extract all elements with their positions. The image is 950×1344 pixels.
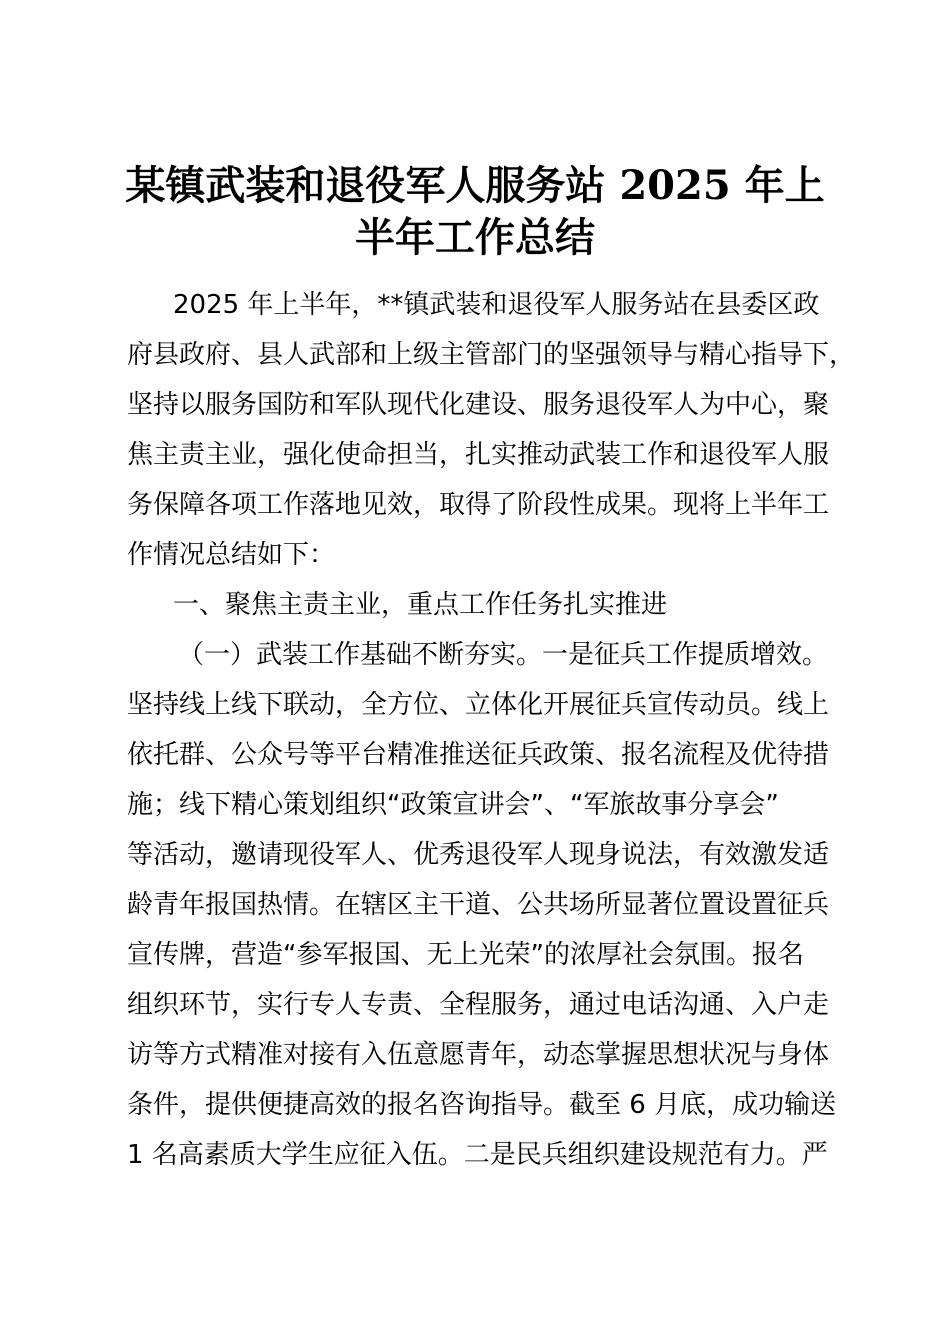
document-title-line-1: 某镇武装和退役军人服务站 2025 年上 (125, 162, 825, 209)
document-title-line-2: 半年工作总结 (355, 214, 595, 261)
paragraph-line: 作情况总结如下： (127, 540, 336, 570)
paragraph-line: 府县政府、县人武部和上级主管部门的坚强领导与精心指导下， (127, 340, 856, 370)
paragraph-line: 焦主责主业，强化使命担当，扎实推动武装工作和退役军人服 (127, 440, 830, 470)
paragraph-line: 宣传牌，营造“参军报国、无上光荣”的浓厚社会氛围。报名 (127, 940, 804, 970)
paragraph-line: （一）武装工作基础不断夯实。一是征兵工作提质增效。 (178, 640, 829, 670)
paragraph-line: 等活动，邀请现役军人、优秀退役军人现身说法，有效激发适 (127, 840, 830, 870)
paragraph-line: 依托群、公众号等平台精准推送征兵政策、报名流程及优待措 (127, 740, 830, 770)
paragraph-line: 坚持以服务国防和军队现代化建设、服务退役军人为中心，聚 (127, 390, 830, 420)
paragraph-line: 2025 年上半年，**镇武装和退役军人服务站在县委区政 (173, 290, 820, 320)
paragraph-line: 1 名高素质大学生应征入伍。二是民兵组织建设规范有力。严 (127, 1140, 828, 1170)
paragraph-line: 组织环节，实行专人专责、全程服务，通过电话沟通、入户走 (127, 990, 830, 1020)
paragraph-line: 务保障各项工作落地见效，取得了阶段性成果。现将上半年工 (127, 490, 830, 520)
paragraph-line: 坚持线上线下联动，全方位、立体化开展征兵宣传动员。线上 (127, 690, 830, 720)
paragraph-line: 龄青年报国热情。在辖区主干道、公共场所显著位置设置征兵 (127, 890, 830, 920)
paragraph-line: 条件，提供便捷高效的报名咨询指导。截至 6 月底，成功输送 (127, 1090, 837, 1120)
section-heading: 一、聚焦主责主业，重点工作任务扎实推进 (173, 590, 668, 620)
paragraph-line: 施；线下精心策划组织“政策宣讲会”、“军旅故事分享会” (127, 790, 779, 820)
paragraph-line: 访等方式精准对接有入伍意愿青年，动态掌握思想状况与身体 (127, 1040, 830, 1070)
